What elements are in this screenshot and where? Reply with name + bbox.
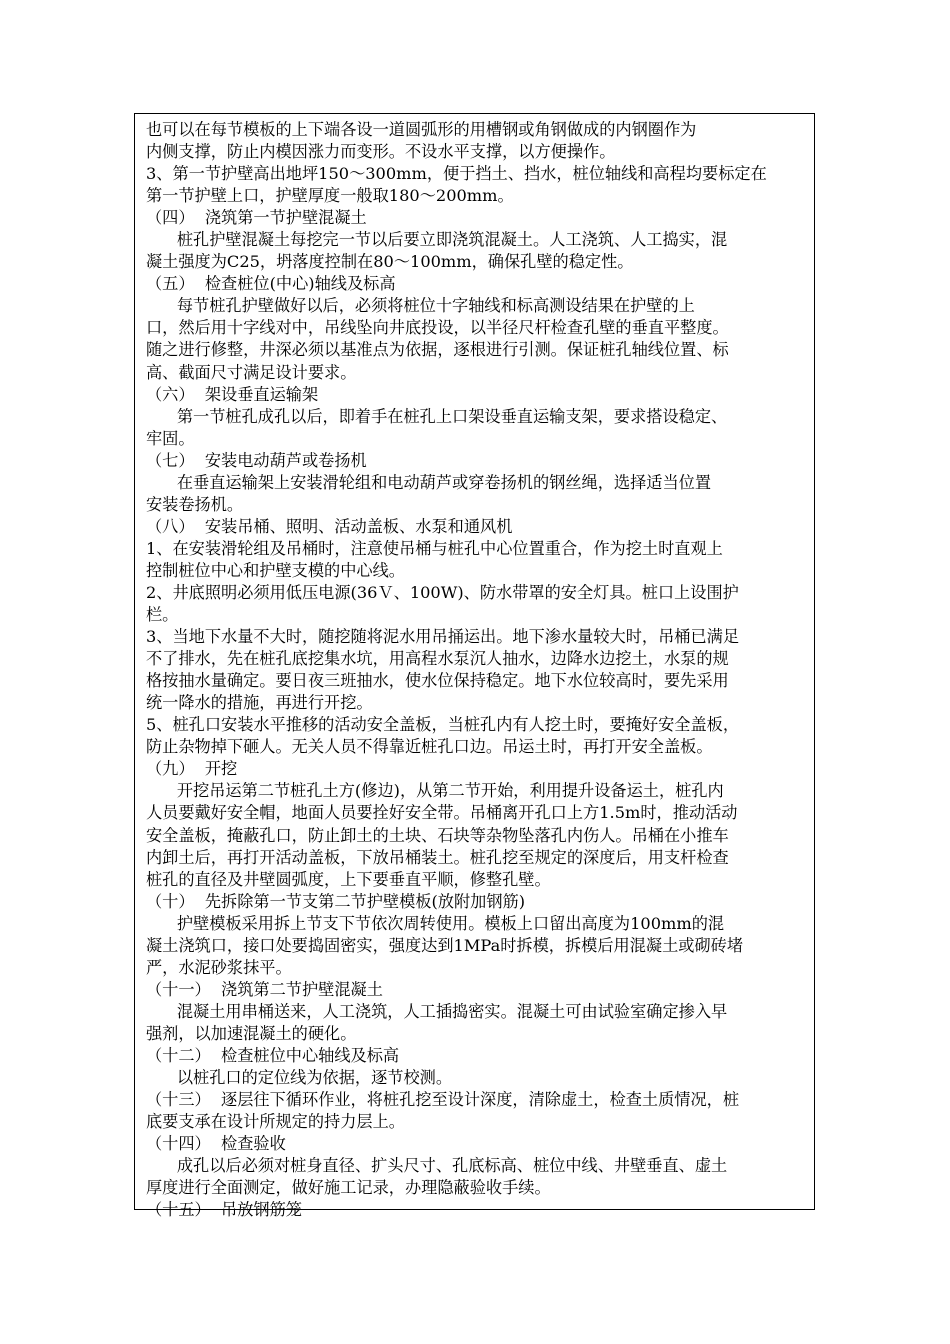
text-line: 凝土浇筑口，接口处要捣固密实，强度达到1MPa时拆模，拆模后用混凝土或砌砖堵 xyxy=(146,935,744,955)
text-line: 不了排水，先在桩孔底挖集水坑，用高程水泵沉人抽水，边降水边挖土，水泵的规 xyxy=(146,649,729,669)
text-line: 护壁模板采用拆上节支下节依次周转使用。模板上口留出高度为100mm的混 xyxy=(146,913,725,933)
text-line: 强剂，以加速混凝土的硬化。 xyxy=(146,1023,357,1043)
text-line: 随之进行修整，井深必须以基准点为依据，逐根进行引测。保证桩孔轴线位置、标 xyxy=(146,340,729,360)
text-line: （八） 安装吊桶、照明、活动盖板、水泵和通风机 xyxy=(146,516,513,536)
text-line: 高、截面尺寸满足设计要求。 xyxy=(146,362,357,382)
text-line: （十四） 检查验收 xyxy=(146,1134,286,1154)
text-line: （六） 架设垂直运输架 xyxy=(146,384,319,404)
document-body xyxy=(146,119,810,1221)
text-line: （七） 安装电动葫芦或卷扬机 xyxy=(146,450,367,470)
text-line: （四） 浇筑第一节护壁混凝土 xyxy=(146,208,367,228)
text-line: （九） 开挖 xyxy=(146,759,238,779)
text-line: 严，水泥砂浆抹平。 xyxy=(146,957,292,977)
text-line: 厚度进行全面测定，做好施工记录，办理隐蔽验收手续。 xyxy=(146,1178,551,1198)
text-line: （十） 先拆除第一节支第二节护壁模板(放附加钢筋) xyxy=(146,891,526,911)
text-line: 3、第一节护壁高出地坪150～300mm，便于挡土、挡水，桩位轴线和高程均要标定在 xyxy=(146,164,767,184)
text-line: 底要支承在设计所规定的持力层上。 xyxy=(146,1112,405,1132)
text-line: （五） 检查桩位(中心)轴线及标高 xyxy=(146,274,396,294)
text-line: 也可以在每节模板的上下端各设一道圆弧形的用槽钢或角钢做成的内钢圈作为 xyxy=(146,120,697,139)
text-line: 内卸土后，再打开活动盖板，下放吊桶装土。桩孔挖至规定的深度后，用支杆检查 xyxy=(146,847,729,867)
text-line: （十三） 逐层往下循环作业，将桩孔挖至设计深度，清除虚土，检查土质情况，桩 xyxy=(146,1090,740,1110)
text-line: 安全盖板，掩蔽孔口，防止卸土的土块、石块等杂物坠落孔内伤人。吊桶在小推车 xyxy=(146,825,729,845)
text-line: 口，然后用十字线对中，吊线坠向井底投设，以半径尺杆检查孔壁的垂直平整度。 xyxy=(146,318,729,338)
text-line: 5、桩孔口安装水平推移的活动安全盖板，当桩孔内有人挖土时，要掩好安全盖板， xyxy=(146,715,740,735)
text-line: 控制桩位中心和护壁支模的中心线。 xyxy=(146,560,405,580)
text-line: 在垂直运输架上安装滑轮组和电动葫芦或穿卷扬机的钢丝绳，选择适当位置 xyxy=(146,472,712,492)
text-line: 统一降水的措施，再进行开挖。 xyxy=(146,693,373,713)
text-line: 安装卷扬机。 xyxy=(146,494,244,514)
text-line: 2、井底照明必须用低压电源(36Ｖ、100W)、防水带罩的安全灯具。桩口上设围护 xyxy=(146,582,739,602)
text-line: 凝土强度为C25，坍落度控制在80～100mm，确保孔壁的稳定性。 xyxy=(146,252,634,272)
text-line: 开挖吊运第二节桩孔土方(修边)，从第二节开始，利用提升设备运土，桩孔内 xyxy=(146,781,724,801)
text-line: 混凝土用串桶送来，人工浇筑，人工插捣密实。混凝土可由试验室确定掺入早 xyxy=(146,1001,728,1021)
text-line: 防止杂物掉下砸人。无关人员不得靠近桩孔口边。吊运土时，再打开安全盖板。 xyxy=(146,737,713,757)
text-line: 1、在安装滑轮组及吊桶时，注意使吊桶与桩孔中心位置重合，作为挖土时直观上 xyxy=(146,538,723,558)
text-line: 每节桩孔护壁做好以后，必须将桩位十字轴线和标高测设结果在护壁的上 xyxy=(146,296,695,316)
text-line: 栏。 xyxy=(146,605,179,625)
text-line: 人员要戴好安全帽，地面人员要拴好安全带。吊桶离开孔口上方1.5m时，推动活动 xyxy=(146,803,738,823)
text-line: 牢固。 xyxy=(146,428,195,448)
text-line: 第一节桩孔成孔以后，即着手在桩孔上口架设垂直运输支架，要求搭设稳定、 xyxy=(146,406,728,426)
text-line: （十一） 浇筑第二节护壁混凝土 xyxy=(146,979,383,999)
text-line: （十五） 吊放钢筋笼 xyxy=(146,1200,302,1220)
text-line: （十二） 检查桩位中心轴线及标高 xyxy=(146,1045,400,1065)
text-line: 3、当地下水量不大时，随挖随将泥水用吊捅运出。地下渗水量较大时，吊桶已满足 xyxy=(146,627,740,647)
text-line: 成孔以后必须对桩身直径、扩头尺寸、孔底标高、桩位中线、井壁垂直、虚土 xyxy=(146,1156,728,1176)
text-line: 格按抽水量确定。要日夜三班抽水，使水位保持稳定。地下水位较高时，要先采用 xyxy=(146,671,729,691)
text-line: 桩孔护壁混凝土每挖完一节以后要立即浇筑混凝土。人工浇筑、人工捣实，混 xyxy=(146,230,728,250)
text-line: 桩孔的直径及井壁圆弧度，上下要垂直平顺，修整孔壁。 xyxy=(146,869,551,889)
text-line: 内侧支撑，防止内模因涨力而变形。不设水平支撑，以方便操作。 xyxy=(146,142,616,162)
text-line: 第一节护壁上口，护壁厚度一般取180～200mm。 xyxy=(146,186,514,206)
text-line: 以桩孔口的定位线为依据，逐节校测。 xyxy=(146,1068,453,1088)
